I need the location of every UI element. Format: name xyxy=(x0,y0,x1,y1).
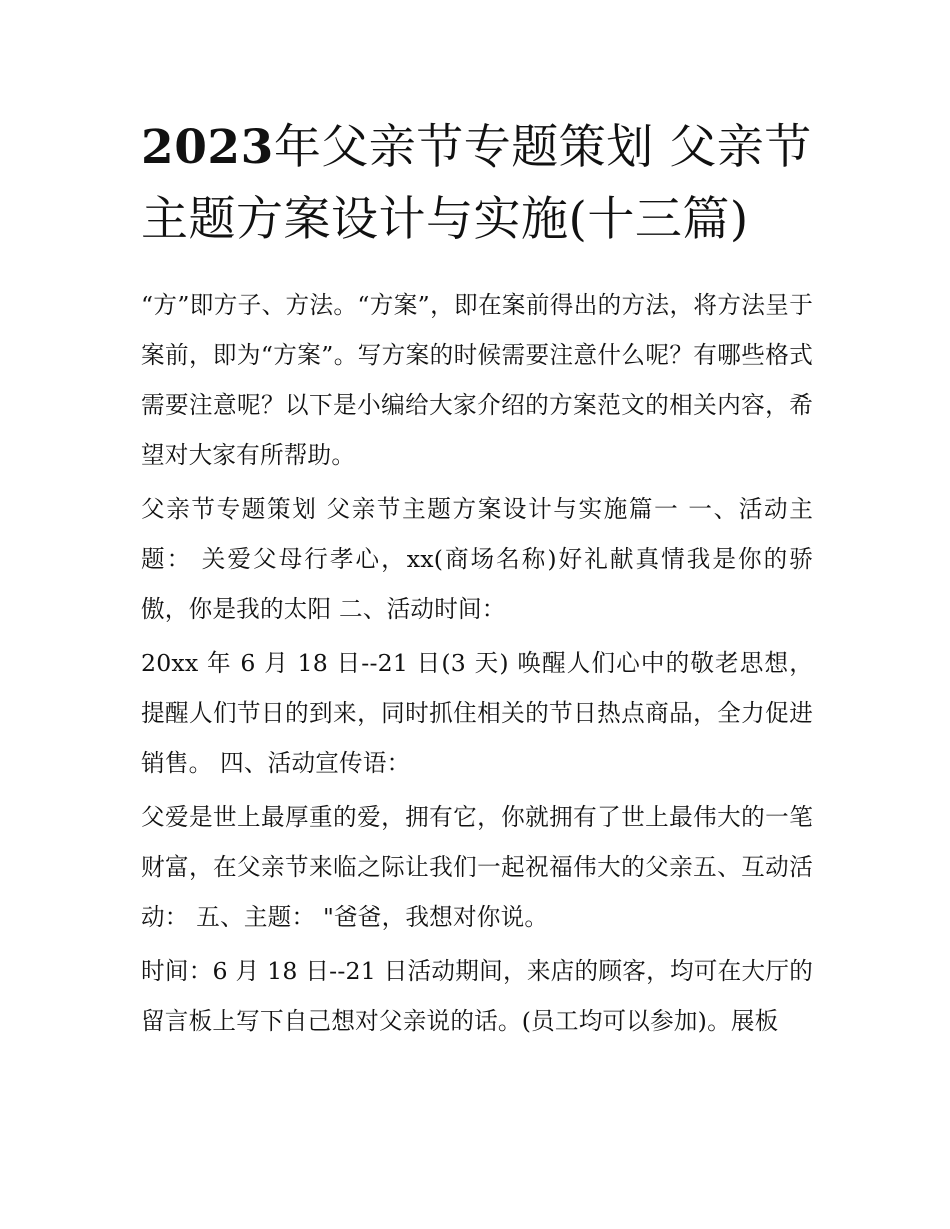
title-text: 年父亲节专题策划 父亲节主题方案设计与实施(十三篇) xyxy=(141,120,812,247)
title-year: 2023 xyxy=(141,120,274,175)
paragraph-activity: 时间：6 月 18 日--21 日活动期间，来店的顾客，均可在大厅的留言板上写下自己想对父亲说的话。(员工均可以参加)。展板 xyxy=(141,957,813,1035)
paragraph-time: 20xx 年 6 月 18 日--21 日(3 天) 唤醒人们心中的敬老思想，提醒人们节日的到来，同时抓住相关的节日热点商品，全力促进销售。 四、活动宣传语： xyxy=(141,649,813,777)
document-body xyxy=(141,280,813,1046)
document-page xyxy=(141,112,813,1050)
paragraph-slogan: 父爱是世上最厚重的爱，拥有它，你就拥有了世上最伟大的一笔财富，在父亲节来临之际让我们一起祝福伟大的父亲五、互动活动： 五、主题： "爸爸，我想对你说。 xyxy=(141,803,813,931)
paragraph-intro: “方”即方子、方法。“方案”，即在案前得出的方法，将方法呈于案前，即为“方案”。写方案的时候需要注意什么呢？有哪些格式需要注意呢？以下是小编给大家介绍的方案范文的相关内容，希望对大家有所帮助。 xyxy=(141,291,813,469)
document-title xyxy=(141,112,813,256)
paragraph-theme: 父亲节专题策划 父亲节主题方案设计与实施篇一 一、活动主题： 关爱父母行孝心，xx(商场名称)好礼献真情我是你的骄傲，你是我的太阳 二、活动时间： xyxy=(141,495,813,623)
